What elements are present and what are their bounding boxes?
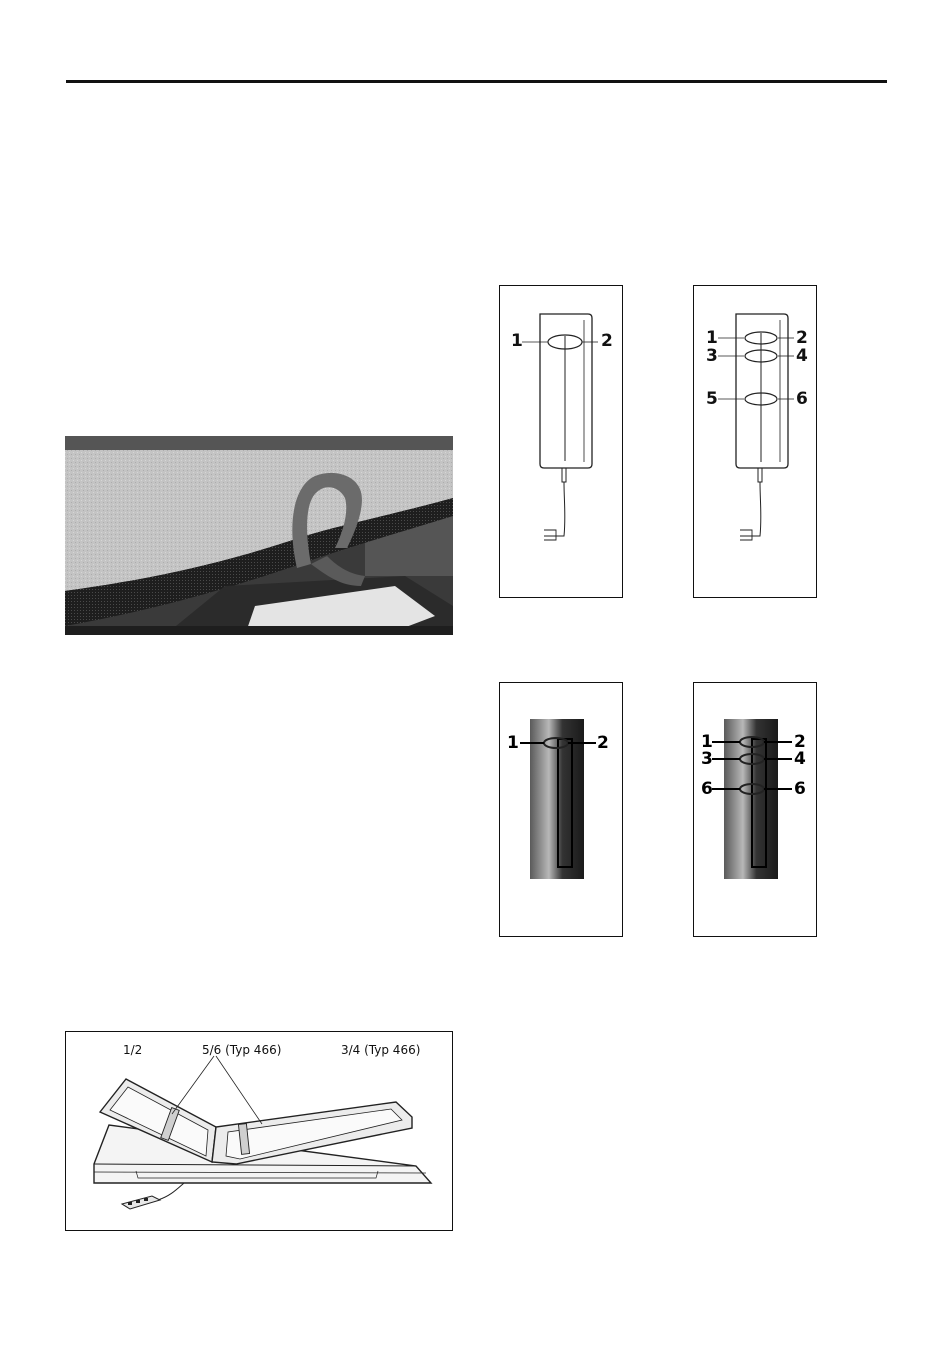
remote-2-button-dark-diagram — [499, 682, 623, 937]
label-5: 5 — [706, 389, 718, 409]
remote-6-button-dark-icon — [694, 683, 818, 938]
label-1: 1 — [511, 331, 523, 351]
remote-6-button-diagram — [693, 285, 817, 598]
remote-2-button-diagram — [499, 285, 623, 598]
bed-frame-diagram — [65, 1031, 453, 1231]
label-2: 2 — [597, 733, 609, 753]
remote-2-button-dark-icon — [500, 683, 624, 938]
label-1: 1 — [706, 328, 718, 348]
label-4: 4 — [794, 749, 806, 769]
label-1: 1 — [701, 732, 713, 752]
label-2: 2 — [794, 732, 806, 752]
label-2: 2 — [796, 328, 808, 348]
remote-6-button-dark-diagram — [693, 682, 817, 937]
label-6: 6 — [794, 779, 806, 799]
label-3: 3 — [701, 749, 713, 769]
label-4: 4 — [796, 346, 808, 366]
label-foot-section: 3/4 (Typ 466) — [341, 1043, 421, 1057]
label-5: 6 — [701, 779, 713, 799]
label-6: 6 — [796, 389, 808, 409]
label-1: 1 — [507, 733, 519, 753]
label-head-section: 1/2 — [123, 1043, 143, 1057]
top-rule — [66, 80, 887, 83]
label-2: 2 — [601, 331, 613, 351]
adjustable-bed-frame-icon — [66, 1032, 454, 1232]
mattress-strap-photo — [65, 436, 453, 635]
label-3: 3 — [706, 346, 718, 366]
label-middle-section: 5/6 (Typ 466) — [202, 1043, 282, 1057]
